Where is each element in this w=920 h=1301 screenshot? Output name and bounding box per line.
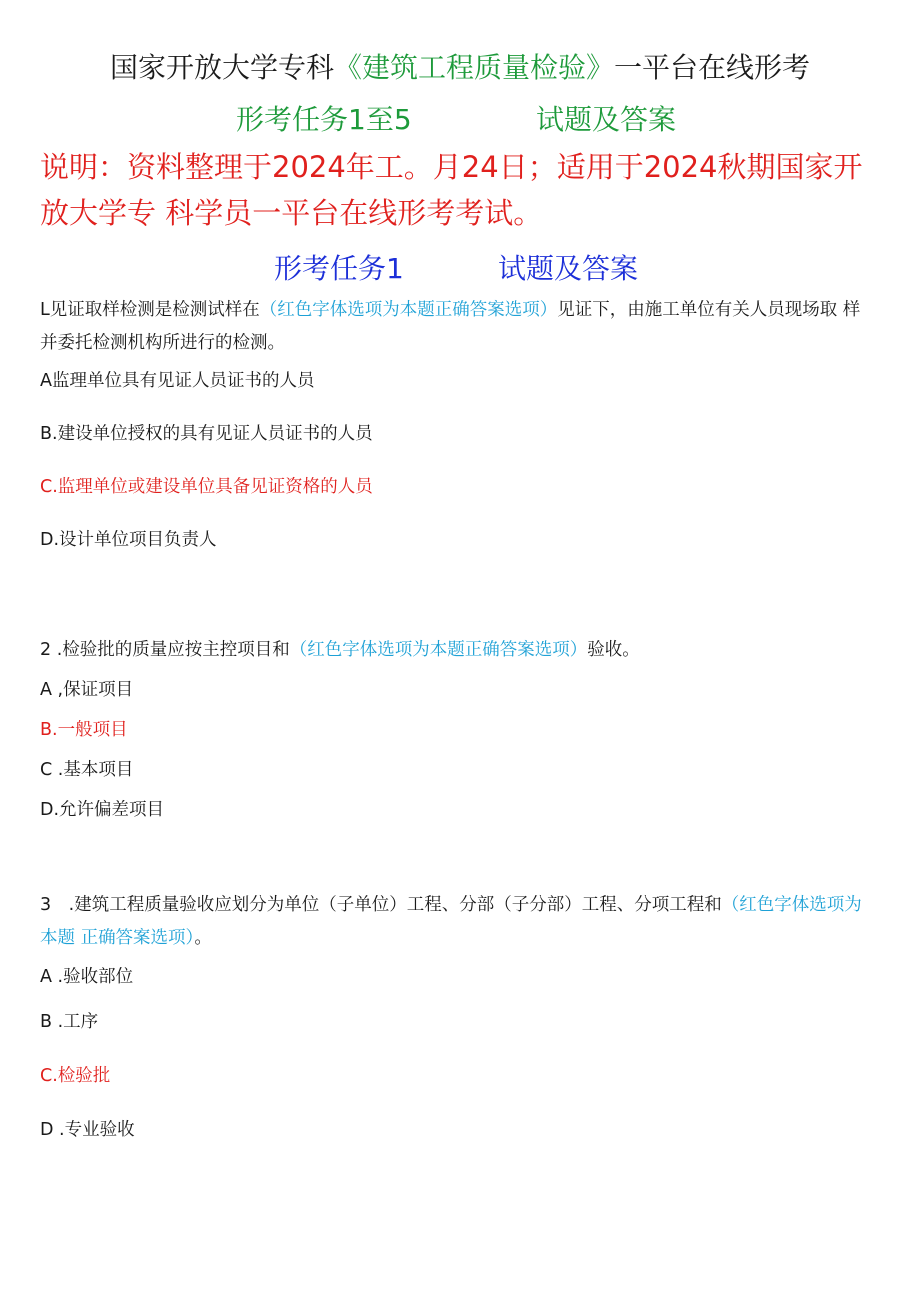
title-prefix: 国家开放大学专科 <box>109 51 334 84</box>
question-2-option-d: D.允许偏差项目 <box>40 800 165 820</box>
title-suffix: 一平台在线形考 <box>614 51 811 84</box>
question-2-stem-pre: 2 .检验批的质量应按主控项目和 <box>40 640 290 660</box>
document-title <box>0 48 920 88</box>
question-2-hint: （红色字体选项为本题正确答案选项） <box>289 640 588 660</box>
question-2-stem-post: 验收。 <box>587 640 640 660</box>
question-1-stem-pre: L见证取样检测是检测试样在 <box>40 300 260 320</box>
question-1-option-d: D.设计单位项目负责人 <box>40 530 217 550</box>
question-2-text <box>40 634 870 667</box>
question-2-option-a: A ,保证项目 <box>40 680 134 700</box>
question-3-option-c-correct: C.检验批 <box>40 1066 111 1086</box>
subtitle-left: 形考任务1至5 <box>236 103 412 136</box>
question-1-stem-post: 见证下，由施工单位有关人员现场取 样并委托检测机构所进行的检测。 <box>40 300 861 353</box>
question-3-option-d: D .专业验收 <box>40 1120 135 1140</box>
question-3-text <box>40 889 870 955</box>
question-3-hint: （红色字体选项为本题 正确答案选项） <box>40 895 862 948</box>
question-3-stem-pre: 3 .建筑工程质量验收应划分为单位（子单位）工程、分部（子分部）工程、分项工程和 <box>40 895 722 915</box>
question-1-option-b: B.建设单位授权的具有见证人员证书的人员 <box>40 424 373 444</box>
question-1-hint: （红色字体选项为本题正确答案选项） <box>259 300 558 320</box>
section-heading <box>0 248 920 290</box>
section-heading-right: 试题及答案 <box>498 252 639 285</box>
question-3-stem-post: 。 <box>194 928 212 948</box>
title-course-name: 《建筑工程质量检验》 <box>333 51 614 84</box>
question-1-option-c-correct: C.监理单位或建设单位具备见证资格的人员 <box>40 477 373 497</box>
document-subtitle <box>0 100 920 140</box>
question-3-option-a: A .验收部位 <box>40 967 134 987</box>
section-heading-left: 形考任务1 <box>274 252 404 285</box>
subtitle-right: 试题及答案 <box>536 103 677 136</box>
question-3-option-b: B .工序 <box>40 1012 99 1032</box>
question-1-option-a: A监理单位具有见证人员证书的人员 <box>40 371 315 391</box>
note-paragraph: 说明：资料整理于2024年工。月24日；适用于2024秋期国家开放大学专 科学员一平台在线形考考试。 <box>40 150 863 230</box>
question-2-option-b-correct: B.一般项目 <box>40 720 128 740</box>
question-2-option-c: C .基本项目 <box>40 760 134 780</box>
question-1-text <box>40 294 870 360</box>
